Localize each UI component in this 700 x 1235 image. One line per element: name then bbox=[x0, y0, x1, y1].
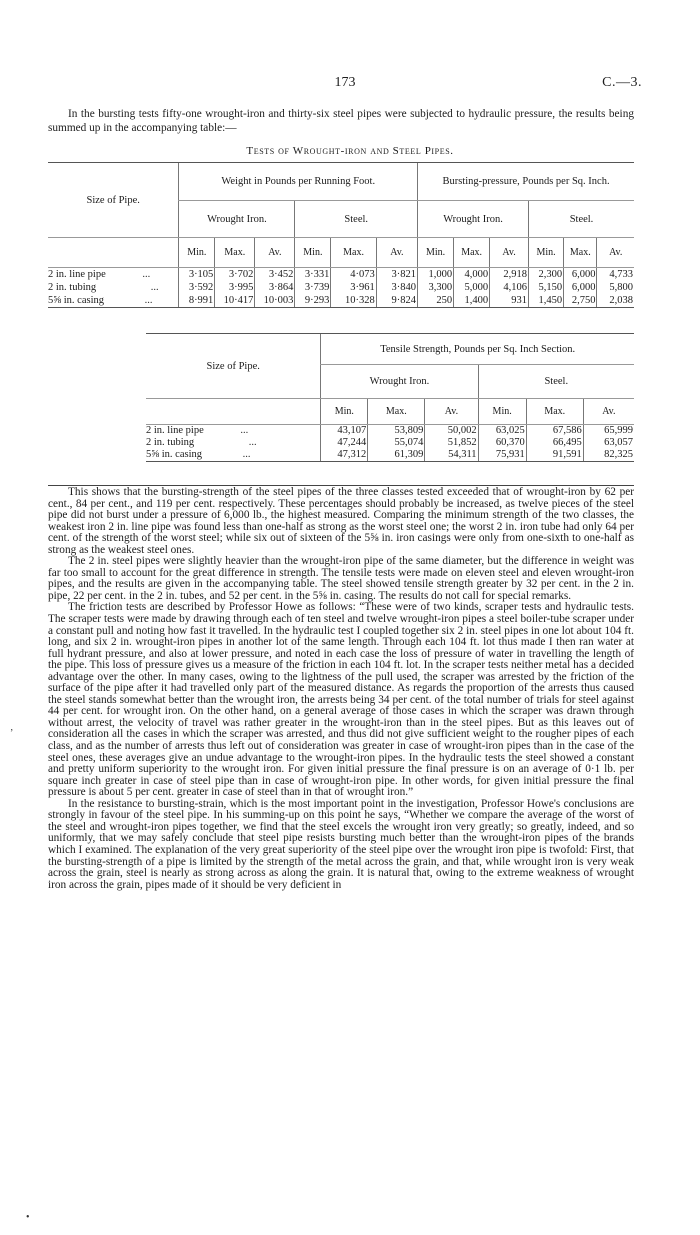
bursting-group-header: Bursting-pressure, Pounds per Sq. Inch. bbox=[418, 163, 634, 201]
cell: 6,000 bbox=[564, 268, 597, 282]
cell: 2,300 bbox=[529, 268, 564, 282]
table-row bbox=[146, 437, 634, 449]
body-paragraph: The friction tests are described by Professor Howe as follows: “These were of two kinds, scraper tests and hydraulic tests. The scraper tests were made by drawing through each of ten steel and twelve wrought-iron pipes a steel boiler-tube scraper under a constant pull and noting how fast it travelled. In the hydraulic test I coupled together six 2 in. steel pipes in one lot about 104 ft. long, and six 2 in. wrought-iron pipes in another lot of the same length. Through each 104 ft. lot thus made I then ran water at full hydrant pressure, and also at lower pressure, and noted in each case the loss of pressure of water in travelling the length of the pipe. This loss of pressure gives us a measure of the friction in each 104 ft. lot. In the scraper tests neither metal has a decided advantage over the other. In many cases, owing to the lightness of the pull used, the scraper was arrested by the friction of the surface of the pipe after it had travelled only part of the measured distance. As regards the proportion of the arrests thus caused the steel stands somewhat better than the wrought iron, the arrests being 34 per cent. of the total number of trials for steel against 44 per cent. for wrought iron. On the other hand, on a general average of those cases in which the scraper was drawn through without arrest, the velocity of travel was rather greater in the wrought-iron than in the steel pipes. But as this leaves out of consideration all the cases in which the scraper was arrested, and thus did not give sufficient weight to the rougher pipes of each class, and as the number of arrests thus left out of consideration was greater in case of wrought-iron pipes than in the case of the steel ones, these averages give an undue advantage to the wrought-iron pipes. In the hydraulic tests the steel showed a constant and pretty uniform superiority to the wrought iron. For given initial pressure the final pressure is on an average of 0·1 lb. per square inch greater in case of steel pipe than in case of wrought-iron pipe. In other words, for given initial pressure the final pressure is about 5 per cent. greater in case of steel than in that of wrought iron.” bbox=[48, 601, 634, 799]
row-label: 2 in. tubing ... bbox=[48, 282, 159, 293]
cell: 4,000 bbox=[454, 268, 490, 282]
cell: 1,400 bbox=[454, 294, 490, 308]
cell: 4,733 bbox=[597, 268, 634, 282]
cell: 3·961 bbox=[331, 281, 376, 294]
margin-mark: ’ bbox=[10, 728, 14, 739]
page-number: 173 bbox=[334, 75, 356, 90]
table-row bbox=[48, 294, 634, 308]
section-code: C.—3. bbox=[602, 75, 642, 90]
col-max: Max. bbox=[454, 238, 490, 268]
col-max: Max. bbox=[564, 238, 597, 268]
table-row bbox=[146, 449, 634, 462]
weight-wrought-iron-header: Wrought Iron. bbox=[179, 201, 295, 238]
row-label: 2 in. tubing ... bbox=[146, 437, 257, 448]
cell: 63,057 bbox=[583, 437, 634, 449]
col-av: Av. bbox=[425, 399, 478, 425]
col-min: Min. bbox=[529, 238, 564, 268]
cell: 3·452 bbox=[255, 268, 295, 282]
col-min: Min. bbox=[418, 238, 454, 268]
cell: 2,750 bbox=[564, 294, 597, 308]
col-min: Min. bbox=[179, 238, 215, 268]
col-av: Av. bbox=[583, 399, 634, 425]
col-av: Av. bbox=[597, 238, 634, 268]
cell: 63,025 bbox=[478, 425, 526, 438]
cell: 5,150 bbox=[529, 281, 564, 294]
bursting-wrought-iron-header: Wrought Iron. bbox=[418, 201, 529, 238]
cell: 51,852 bbox=[425, 437, 478, 449]
cell: 9·293 bbox=[295, 294, 331, 308]
cell: 61,309 bbox=[368, 449, 425, 462]
cell: 43,107 bbox=[321, 425, 368, 438]
cell: 67,586 bbox=[526, 425, 583, 438]
col-max: Max. bbox=[331, 238, 376, 268]
body-paragraph: In the resistance to bursting-strain, which is the most important point in the investigation, Professor Howe's conclusions are strongly in favour of the steel pipe. In his summing-up on this point he says, “Whether we compare the average of the worst of the steel and wrought-iron pipes together, we find that the steel excels the wrought iron very greatly; so greatly, indeed, and so uniformly, that we may safely conclude that steel pipe resists bursting much better than the wrought-iron pipes of the brands which I examined. The explanation of the very great superiority of the steel pipe over the wrought iron pipe is twofold: First, that the bursting-strength of a pipe is limited by the strength of the metal across the grain, and that, while wrought iron is very weak across the grain, steel is nearly as strong across as along the grain. It is natural that, owing to the extreme weakness of wrought iron across the grain, pipes made of it should be very deficient in bbox=[48, 797, 634, 891]
cell: 3·331 bbox=[295, 268, 331, 282]
tensile-wrought-iron-header: Wrought Iron. bbox=[321, 365, 478, 399]
body-text bbox=[48, 487, 634, 891]
cell: 3·821 bbox=[376, 268, 417, 282]
cell: 8·991 bbox=[179, 294, 215, 308]
col-min: Min. bbox=[321, 399, 368, 425]
intro-paragraph: In the bursting tests fifty-one wrought-iron and thirty-six steel pipes were subjected to hydraulic pressure, the results being summed up in the accompanying table:— bbox=[48, 108, 634, 134]
cell: 66,495 bbox=[526, 437, 583, 449]
cell: 5,800 bbox=[597, 281, 634, 294]
table-row bbox=[146, 425, 634, 438]
row-label: 5⅝ in. casing ... bbox=[146, 449, 321, 462]
weight-steel-header: Steel. bbox=[295, 201, 418, 238]
size-header: Size of Pipe. bbox=[48, 163, 179, 238]
weight-bursting-table bbox=[48, 162, 634, 308]
cell: 2,038 bbox=[597, 294, 634, 308]
table-title: Tests of Wrought-iron and Steel Pipes. bbox=[246, 145, 454, 157]
cell: 10·003 bbox=[255, 294, 295, 308]
cell: 3·864 bbox=[255, 281, 295, 294]
cell: 3·840 bbox=[376, 281, 417, 294]
cell: 47,244 bbox=[321, 437, 368, 449]
cell: 54,311 bbox=[425, 449, 478, 462]
cell: 3,300 bbox=[418, 281, 454, 294]
cell: 10·417 bbox=[215, 294, 255, 308]
tensile-steel-header: Steel. bbox=[478, 365, 634, 399]
cell: 1,450 bbox=[529, 294, 564, 308]
col-max: Max. bbox=[215, 238, 255, 268]
row-label: 5⅝ in. casing ... bbox=[48, 294, 179, 308]
cell: 82,325 bbox=[583, 449, 634, 462]
cell: 50,002 bbox=[425, 425, 478, 438]
cell: 9·824 bbox=[376, 294, 417, 308]
page-header bbox=[48, 75, 642, 95]
table-row bbox=[48, 268, 634, 282]
cell: 47,312 bbox=[321, 449, 368, 462]
cell: 53,809 bbox=[368, 425, 425, 438]
col-av: Av. bbox=[376, 238, 417, 268]
cell: 250 bbox=[418, 294, 454, 308]
body-paragraph: This shows that the bursting-strength of the steel pipes of the three classes tested exceeded that of wrought-iron by 62 per cent., 84 per cent., and 119 per cent. respectively. These percentages should probably be increased, as twelve pieces of the steel pipe did not burst under a pressure of 6,000 lb., the highest measured. Comparing the minimum strength of the two classes, the weakest iron 2 in. line pipe was found less than one-half as strong as the worst steel one; the worst 2 in. iron tube had only 64 per cent. of the strength of the worst steel; while six out of sixteen of the 5⅝ in. iron casings were only from one-sixth to one-half as strong as the weakest steel ones. bbox=[48, 486, 634, 556]
cell: 1,000 bbox=[418, 268, 454, 282]
table-row bbox=[48, 281, 634, 294]
cell: 3·592 bbox=[179, 281, 215, 294]
body-paragraph: The 2 in. steel pipes were slightly heavier than the wrought-iron pipe of the same diameter, but the difference in weight was far too small to account for the great difference in strength. The tensile tests were made on eleven steel and eleven wrought-iron pipes, and the results are given in the accompanying table. The steel showed tensile strength greater by 32 per cent. in the 2 in. pipe, 22 per cent. in the 2 in. tubes, and 52 per cent. in the 5⅝ in. casing. The results do not call for special remarks. bbox=[48, 555, 634, 602]
tensile-strength-table bbox=[146, 333, 634, 462]
cell: 75,931 bbox=[478, 449, 526, 462]
col-av: Av. bbox=[255, 238, 295, 268]
cell: 3·702 bbox=[215, 268, 255, 282]
tensile-group-header: Tensile Strength, Pounds per Sq. Inch Section. bbox=[321, 334, 634, 365]
cell: 3·739 bbox=[295, 281, 331, 294]
cell: 3·995 bbox=[215, 281, 255, 294]
cell: 6,000 bbox=[564, 281, 597, 294]
cell: 2,918 bbox=[490, 268, 529, 282]
cell: 4,106 bbox=[490, 281, 529, 294]
col-min: Min. bbox=[295, 238, 331, 268]
cell: 55,074 bbox=[368, 437, 425, 449]
weight-group-header: Weight in Pounds per Running Foot. bbox=[179, 163, 418, 201]
cell: 5,000 bbox=[454, 281, 490, 294]
row-label: 2 in. line pipe ... bbox=[48, 269, 151, 280]
col-max: Max. bbox=[368, 399, 425, 425]
cell: 4·073 bbox=[331, 268, 376, 282]
cell: 60,370 bbox=[478, 437, 526, 449]
cell: 91,591 bbox=[526, 449, 583, 462]
col-min: Min. bbox=[478, 399, 526, 425]
cell: 931 bbox=[490, 294, 529, 308]
margin-mark: • bbox=[26, 1212, 30, 1223]
size-header: Size of Pipe. bbox=[146, 334, 321, 399]
col-max: Max. bbox=[526, 399, 583, 425]
bursting-steel-header: Steel. bbox=[529, 201, 635, 238]
col-av: Av. bbox=[490, 238, 529, 268]
cell: 65,999 bbox=[583, 425, 634, 438]
cell: 10·328 bbox=[331, 294, 376, 308]
cell: 3·105 bbox=[179, 268, 215, 282]
row-label: 2 in. line pipe ... bbox=[146, 425, 249, 436]
